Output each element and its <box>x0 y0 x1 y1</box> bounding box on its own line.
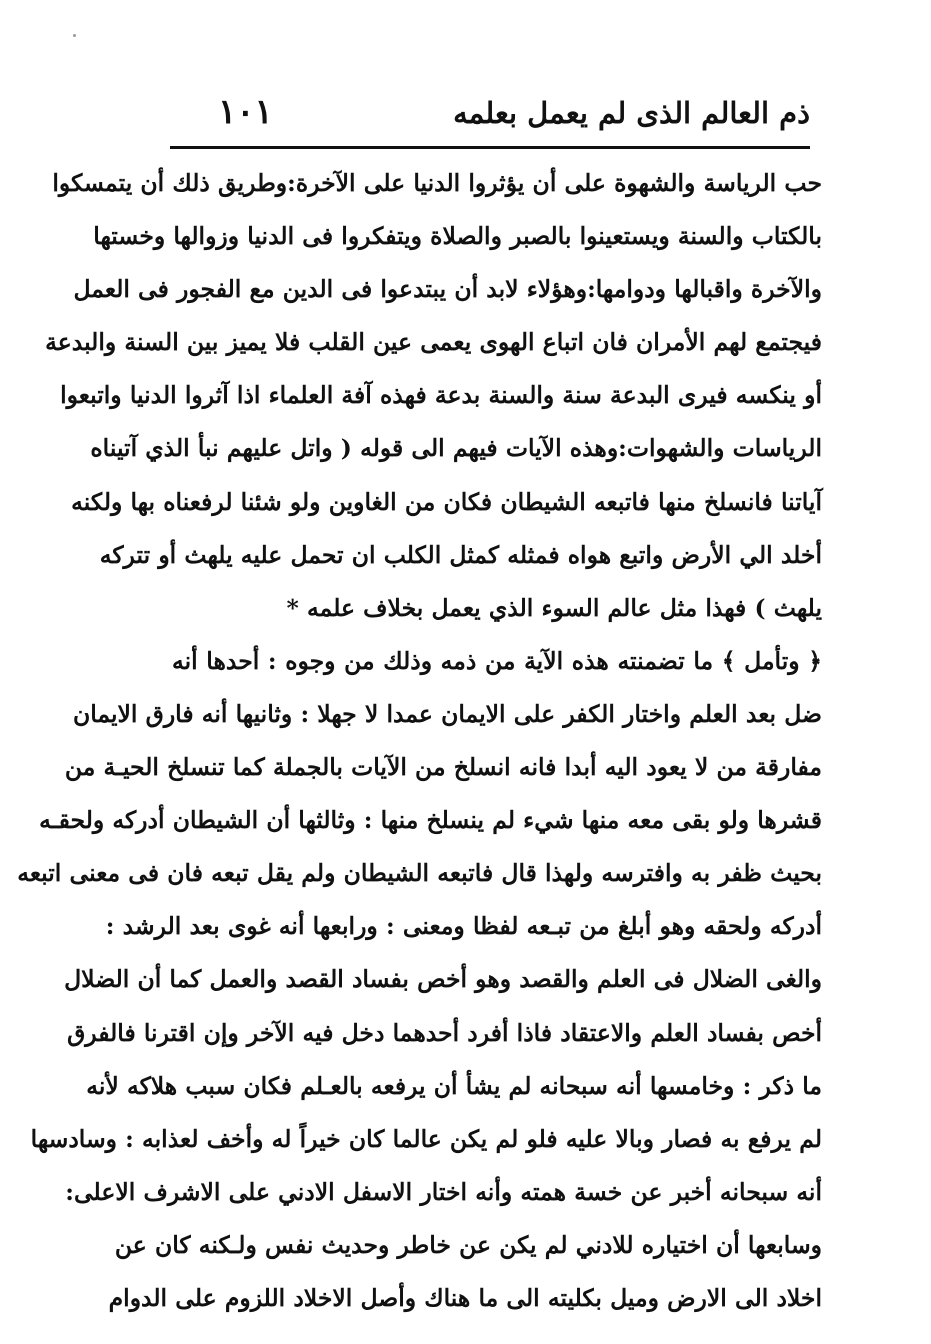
text-line: آياتنا فانسلخ منها فاتبعه الشيطان فكان من الغاوين ولو شئنا لرفعناه بها ولكنه <box>71 487 822 516</box>
header-rule <box>170 146 810 149</box>
running-title: ذم العالم الذى لم يعمل بعلمه <box>453 96 810 130</box>
text-line: لم يرفع به فصار وبالا عليه فلو لم يكن عالما كان خيراً له وأخف لعذابه : وسادسها <box>30 1124 822 1153</box>
text-line: ضل بعد العلم واختار الكفر على الايمان عمدا لا جهلا : وثانيها أنه فارق الايمان <box>72 699 822 728</box>
text-line: اخلاد الى الارض وميل بكليته الى ما هناك وأصل الاخلاد اللزوم على الدوام <box>108 1283 822 1312</box>
text-line: والآخرة واقبالها ودوامها:وهؤلاء لابد أن يبتدعوا فى الدين مع الفجور فى العمل <box>73 275 822 304</box>
body-text <box>17 157 822 1325</box>
text-line: أنه سبحانه أخبر عن خسة همته وأنه اختار الاسفل الادني على الاشرف الاعلى: <box>65 1177 822 1206</box>
text-line: بالكتاب والسنة ويستعينوا بالصبر والصلاة ويتفكروا فى الدنيا وزوالها وخستها <box>93 222 822 251</box>
text-line: والغى الضلال فى العلم والقصد وهو أخص بفساد القصد والعمل كما أن الضلال <box>64 965 822 994</box>
text-line: وسابعها أن اختياره للادني لم يكن عن خاطر وحديث نفس ولـكنه كان عن <box>114 1230 822 1259</box>
text-line: فيجتمع لهم الأمران فان اتباع الهوى يعمى عين القلب فلا يميز بين السنة والبدعة <box>45 328 822 357</box>
text-line: قشرها ولو بقى معه منها شيء لم ينسلخ منها : وثالثها أن الشيطان أدركه ولحقـه <box>39 806 822 835</box>
text-line: أدركه ولحقه وهو أبلغ من تبـعه لفظا ومعنى : ورابعها أنه غوى بعد الرشد : <box>105 912 822 941</box>
text-line: حب الرياسة والشهوة على أن يؤثروا الدنيا على الآخرة:وطريق ذلك أن يتمسكوا <box>52 169 822 197</box>
text-line: ﴿ وتأمل ﴾ ما تضمنته هذه الآية من ذمه وذلك من وجوه : أحدها أنه <box>172 646 822 675</box>
text-line: ما ذكر : وخامسها أنه سبحانه لم يشأ أن يرفعه بالعـلم فكان سبب هلاكه لأنه <box>86 1071 822 1100</box>
text-line: أخص بفساد العلم والاعتقاد فاذا أفرد أحدهما دخل فيه الآخر وإن اقترنا فالفرق <box>67 1018 822 1047</box>
text-line: أو ينكسه فيرى البدعة سنة والسنة بدعة فهذه آفة العلماء اذا آثروا الدنيا واتبعوا <box>60 381 822 410</box>
scan-speck <box>73 34 76 37</box>
text-line: بحيث ظفر به وافترسه ولهذا قال فاتبعه الشيطان ولم يقل تبعه فان فى معنى اتبعه <box>17 859 822 888</box>
paragraph <box>17 635 822 1325</box>
text-line: يلهث ) فهذا مثل عالم السوء الذي يعمل بخلاف علمه * <box>286 593 822 622</box>
text-line: أخلد الي الأرض واتبع هواه فمثله كمثل الكلب ان تحمل عليه يلهث أو تتركه <box>99 540 822 569</box>
running-header <box>180 90 810 142</box>
text-line: مفارقة من لا يعود اليه أبدا فانه انسلخ من الآيات بالجملة كما تنسلخ الحيـة من <box>64 753 822 782</box>
paragraph <box>45 157 822 635</box>
text-line: الرياسات والشهوات:وهذه الآيات فيهم الى قوله ( واتل عليهم نبأ الذي آتيناه <box>90 434 822 463</box>
page-number: ١٠١ <box>218 92 273 132</box>
